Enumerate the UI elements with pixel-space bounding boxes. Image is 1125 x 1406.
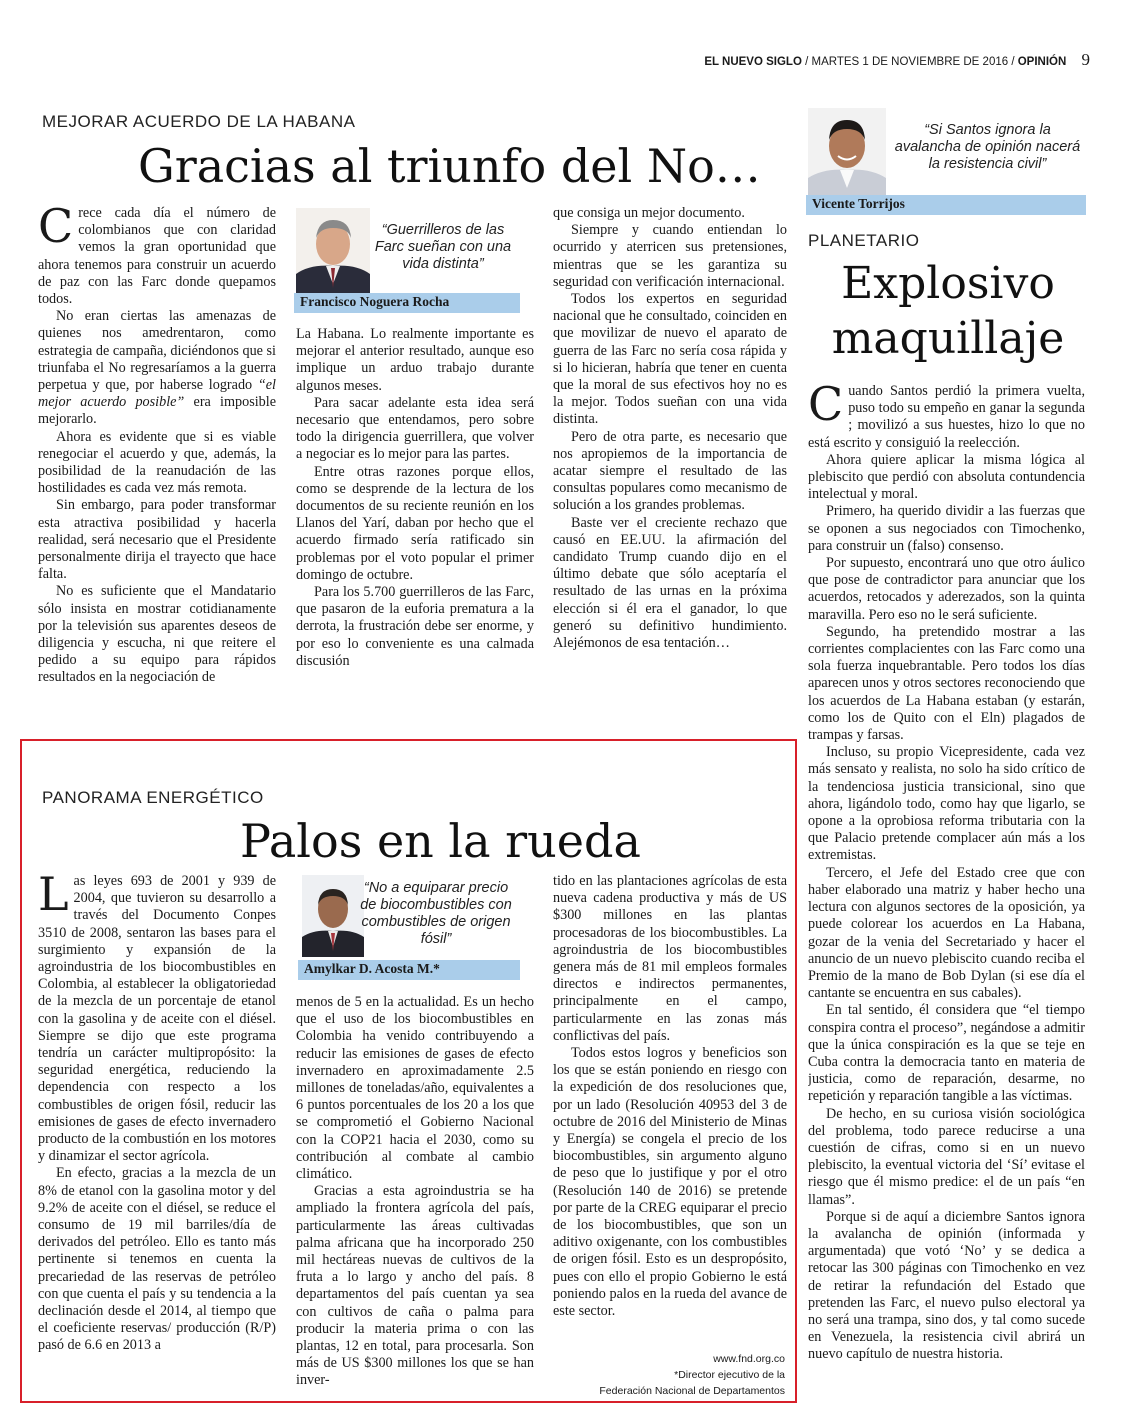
paragraph: De hecho, en su curiosa visión sociológica del problema, todo parece reducirse a una cuestión de cifras, como si en un nuevo plebiscito, la eventual victoria del ‘Sí’ evitase el riesgo que él mismo predice: el de un país “en llamas”. [808, 1105, 1085, 1208]
issue-date: / MARTES 1 DE NOVIEMBRE DE 2016 / [805, 56, 1015, 68]
article1-kicker: MEJORAR ACUERDO DE LA HABANA [42, 112, 356, 131]
author-quote: “No a equiparar precio de biocombustibles con combustibles de origen fósil” [360, 880, 512, 947]
article1-col1 [38, 205, 276, 710]
paragraph: Para sacar adelante esta idea será necesario que entendamos, pero sobre todo la dirigencia guerrillera, que volver a negociar es lo mejor para las partes. [296, 394, 534, 463]
paragraph: En tal sentido, él considera que “el tiempo conspira contra el proceso”, negándose a admitir que la única conspiración es la que se teje en Cuba contra la democracia tanto en materia de justicia, como de reparación, desarme, no repetición y reparación tangible a las víctimas. [808, 1002, 1085, 1105]
article2-kicker: PANORAMA ENERGÉTICO [42, 788, 264, 807]
paragraph: No es suficiente que el Mandatario sólo insista en mostrar cotidianamente por la televisión sus aparentes deseos de diligencia y escucha, ni que reitere el pedido a su equipo para rápidos resultados en la negociación de [38, 583, 276, 686]
sidebar-headline-line1: Explosivo [841, 258, 1055, 309]
section-name: OPINIÓN [1017, 56, 1067, 68]
sidebar-body [808, 383, 1085, 1398]
footnote-org: Federación Nacional de Departamentos [599, 1385, 785, 1397]
paragraph: Todos los expertos en seguridad nacional que he consultado, coinciden en que movilizar de nuevo el aparato de guerra de las Farc no sería cosa rápida y si lo hicieran, habría que tener en cuenta que la moral de sus efectivos hoy no es la mejor. Todos sueñan con una vida distinta. [553, 291, 787, 428]
author-photo-torrijos [808, 108, 886, 196]
article2-headline: Palos en la rueda [240, 814, 641, 868]
paragraph: Gracias a esta agroindustria se ha ampliado la frontera agrícola del país, particularmente las áreas cultivadas palma africana que ha incorporado 250 mil hectáreas nuevas de cultivos de la fruta a lo largo y ancho del país. 8 departamentos del país cuentan ya sea con cultivos de caña o palma para producir la materia prima o con las plantas, 12 en total, para procesarla. Son más de US $300 millones los que se han inver- [296, 1183, 534, 1389]
dropcap: C [38, 205, 74, 253]
paper-name: EL NUEVO SIGLO [704, 56, 802, 68]
paragraph: as leyes 693 de 2001 y 939 de 2004, que tuvieron su desarrollo a través del Documento Conpes 3510 de 2008, sentaron las bases para el surgimiento y expansión de la agroindustria de los biocombustibles en Colombia, al establecer la obligatoriedad de la mezcla de un porcentaje de etanol con la gasolina y de aceite con el diésel. Siempre se dijo que este programa tendría un carácter multipropósito: la seguridad energética, reduciendo la dependencia con respecto a los combustibles de origen fósil, reducir las emisiones de gases de efecto invernadero producto de la combustión en los motores y dinamizar el sector agrícola. [38, 873, 276, 1165]
paragraph: En efecto, gracias a la mezcla de un 8% de etanol con la gasolina motor y del 9.2% de aceite con el diésel, se reduce el consumo de 19 mil barriles/día de derivados del petróleo. Ello es tanto más pertinente si tenemos en cuenta la precariedad de las reservas de petróleo con que cuenta el país y su tendencia a la declinación desde el 2014, al tiempo que el coeficiente reservas/ producción (R/P) pasó de 6.6 en 2013 a [38, 1165, 276, 1354]
paragraph: Ahora quiere aplicar la misma lógica al plebiscito que perdió con absoluta contundencia intelectual y moral. [808, 451, 1085, 503]
paragraph: Siempre y cuando entiendan lo ocurrido y aterricen sus pretensiones, mientras que se les garantiza su seguridad con verificación internacional. [553, 222, 787, 290]
paragraph: Todos estos logros y beneficios son los que se están poniendo en riesgo con la expedición de dos resoluciones que, por un lado (Resolución 40953 del 3 de octubre de 2016 del Ministerio de Minas y Energía) se congela el precio de los biocombustibles, sin argumento alguno de peso que lo justifique y por el otro (Resolución 140 de 2016) se pretende por parte de la CREG equiparar el precio de los biocombustibles, que son un aditivo oxigenante, con los combustibles de origen fósil. Esto es un despropósito, pues con ello el propio Gobierno le está poniendo palos en la rueda del avance de este sector. [553, 1045, 787, 1320]
sidebar-quote: “Si Santos ignora la avalancha de opinión nacerá la resistencia civil” [894, 122, 1081, 172]
author-photo-acosta [302, 875, 364, 957]
paragraph: menos de 5 en la actualidad. Es un hecho que el uso de los biocombustibles en Colombia ha venido contribuyendo a reducir las emisiones de gases de efecto invernadero en aproximadamente 2.5 millones de toneladas/año, equivalentes a 6 puntos porcentuales de los 20 a los que se comprometió el Gobierno Nacional con la COP21 hacia el 2030, como su contribución al combate al cambio climático. [296, 994, 534, 1183]
paragraph: Primero, ha querido dividir a las fuerzas que se oponen a sus negociados con Timochenko, para construir un (falso) consenso. [808, 503, 1085, 554]
author-name-bar: Amylkar D. Acosta M.* [298, 960, 520, 980]
paragraph: rece cada día el número de colombianos que con claridad vemos la gran oportunidad que ahora tenemos para construir un acuerdo de paz con las Farc donde quepamos todos. [38, 205, 276, 308]
author-footnote [553, 1351, 785, 1399]
article1-headline: Gracias al triunfo del No… [138, 139, 761, 193]
footnote-url: www.fnd.org.co [713, 1353, 785, 1365]
article2-col2 [296, 994, 534, 1396]
article1-col2 [296, 326, 534, 711]
paragraph: Pero de otra parte, es necesario que nos apropiemos de la importancia de acatar siempre el resultado de las consultas populares como mecanismo de solución a los grandes problemas. [553, 428, 787, 514]
paragraph: Por supuesto, encontrará uno que otro áulico que pose de contradictor para anunciar que los acuerdos, retocados y aderezados, son la quinta maravilla. Pero eso no le será suficiente. [808, 555, 1085, 623]
paragraph: Incluso, su propio Vicepresidente, cada vez más sensato y realista, no solo ha sido crítico de la tendenciosa justicia transicional, sino que ahora, ligándolo todo, como hay que ligarlo, se opone a la oprobiosa reforma tributaria con la que Palacio pretende complacer aún más a los extremistas. [808, 744, 1085, 864]
paragraph: tido en las plantaciones agrícolas de esta nueva cadena productiva y más de US $300 millones en las plantas procesadoras de los biocombustibles. La agroindustria de los biocombustibles genera más de 81 mil empleos formales directos e indirectos permanentes, principalmente en el campo, particularmente en las zonas más conflictivas del país. [553, 873, 787, 1044]
sidebar-headline-line2: maquillaje [831, 313, 1065, 364]
page-header [640, 50, 1090, 70]
article1-col3 [553, 205, 787, 710]
footnote-role: *Director ejecutivo de la [674, 1369, 785, 1381]
sidebar-author-bar: Vicente Torrijos [806, 195, 1086, 215]
article2-col1 [38, 873, 276, 1396]
author-photo-noguera [296, 208, 370, 294]
emphasis: “el mejor acuerdo posible” [38, 377, 276, 411]
paragraph: Entre otras razones porque ellos, como se desprende de la lectura de los documentos de su reciente reunión en los Llanos del Yarí, daban por hecho que el acuerdo firmado sería ratificado sin problemas por el voto popular el primer domingo de octubre. [296, 463, 534, 583]
author-quote: “Guerrilleros de las Farc sueñan con una vida distinta” [374, 222, 512, 272]
paragraph: Baste ver el creciente rechazo que causó en EE.UU. la afirmación del candidato Trump cuando dijo en el último debate que sólo aceptaría el resultado de las urnas en la próxima elección si él era el ganador, lo que generó su definitivo hundimiento. Alejémonos de esa tentación… [553, 514, 787, 652]
paragraph: La Habana. Lo realmente importante es mejorar el anterior resultado, aunque eso implique un arduo trabajo durante algunos meses. [296, 326, 534, 394]
paragraph: Segundo, ha pretendido mostrar a las corrientes complacientes con las Farc como una sola fuerza inquebrantable. Pero todos los días aparecen unos y otros sectores reconociendo que los acuerdos de La Habana estaban (y estarán, como los de Quito con el Eln) plagados de trampas y farsas. [808, 623, 1085, 744]
dropcap: L [38, 873, 69, 921]
dropcap: C [808, 383, 844, 431]
article2-col3 [553, 873, 787, 1343]
page-number: 9 [1081, 50, 1090, 69]
paragraph: No eran ciertas las amenazas de quienes nos amedrentaron, como estrategia de campaña, diciéndonos que si triunfaba el No regresaríamos a la guerra perpetua y que, por haberse logrado “el mejor acuerdo posible” era imposible mejorarlo. [38, 308, 276, 428]
paragraph: que consiga un mejor documento. [553, 205, 745, 221]
author-name-bar: Francisco Noguera Rocha [294, 293, 520, 313]
paragraph: Tercero, el Jefe del Estado cree que con haber elaborado una matriz y haber hecho una lectura con algunos sectores de la oposición, ya puede colorear los acuerdos en La Habana, gozar de la venia del Secretariado y hacer el anuncio de un nuevo plebiscito cuando reciba el Premio de la mano de Bob Dylan (si ese día el cantante se encuentra en sus cabales). [808, 864, 1085, 1002]
paragraph: Porque si de aquí a diciembre Santos ignora la avalancha de opinión (informada y argumentada) que votó ‘No’ y se dedica a retocar las 300 páginas con Timochenko en vez de retirar la refundación del Estado que pretenden las Farc, el nuevo pulso electoral ya no será una trampa, sino dos, y tal como sucede en Venezuela, la resistencia civil abrirá un nuevo capítulo de nuestra historia. [808, 1208, 1085, 1363]
paragraph: Sin embargo, para poder transformar esta atractiva posibilidad y hacerla realidad, será necesario que el Presidente personalmente dirija el trayecto que hace falta. [38, 497, 276, 583]
paragraph: Ahora es evidente que si es viable renegociar el acuerdo y que, además, la posibilidad de la reanudación de las hostilidades es cada vez más remota. [38, 428, 276, 497]
paragraph: Para los 5.700 guerrilleros de las Farc, que pasaron de la euforia prematura a la derrota, la frustración debe ser enorme, y por eso lo conveniente es una calmada discusión [296, 584, 534, 669]
sidebar-kicker: PLANETARIO [808, 231, 920, 250]
paragraph: uando Santos perdió la primera vuelta, puso todo su empeño en ganar la segunda ; movilizó a sus huestes, hizo lo que no está escrito y consiguió la reelección. [808, 383, 1085, 451]
